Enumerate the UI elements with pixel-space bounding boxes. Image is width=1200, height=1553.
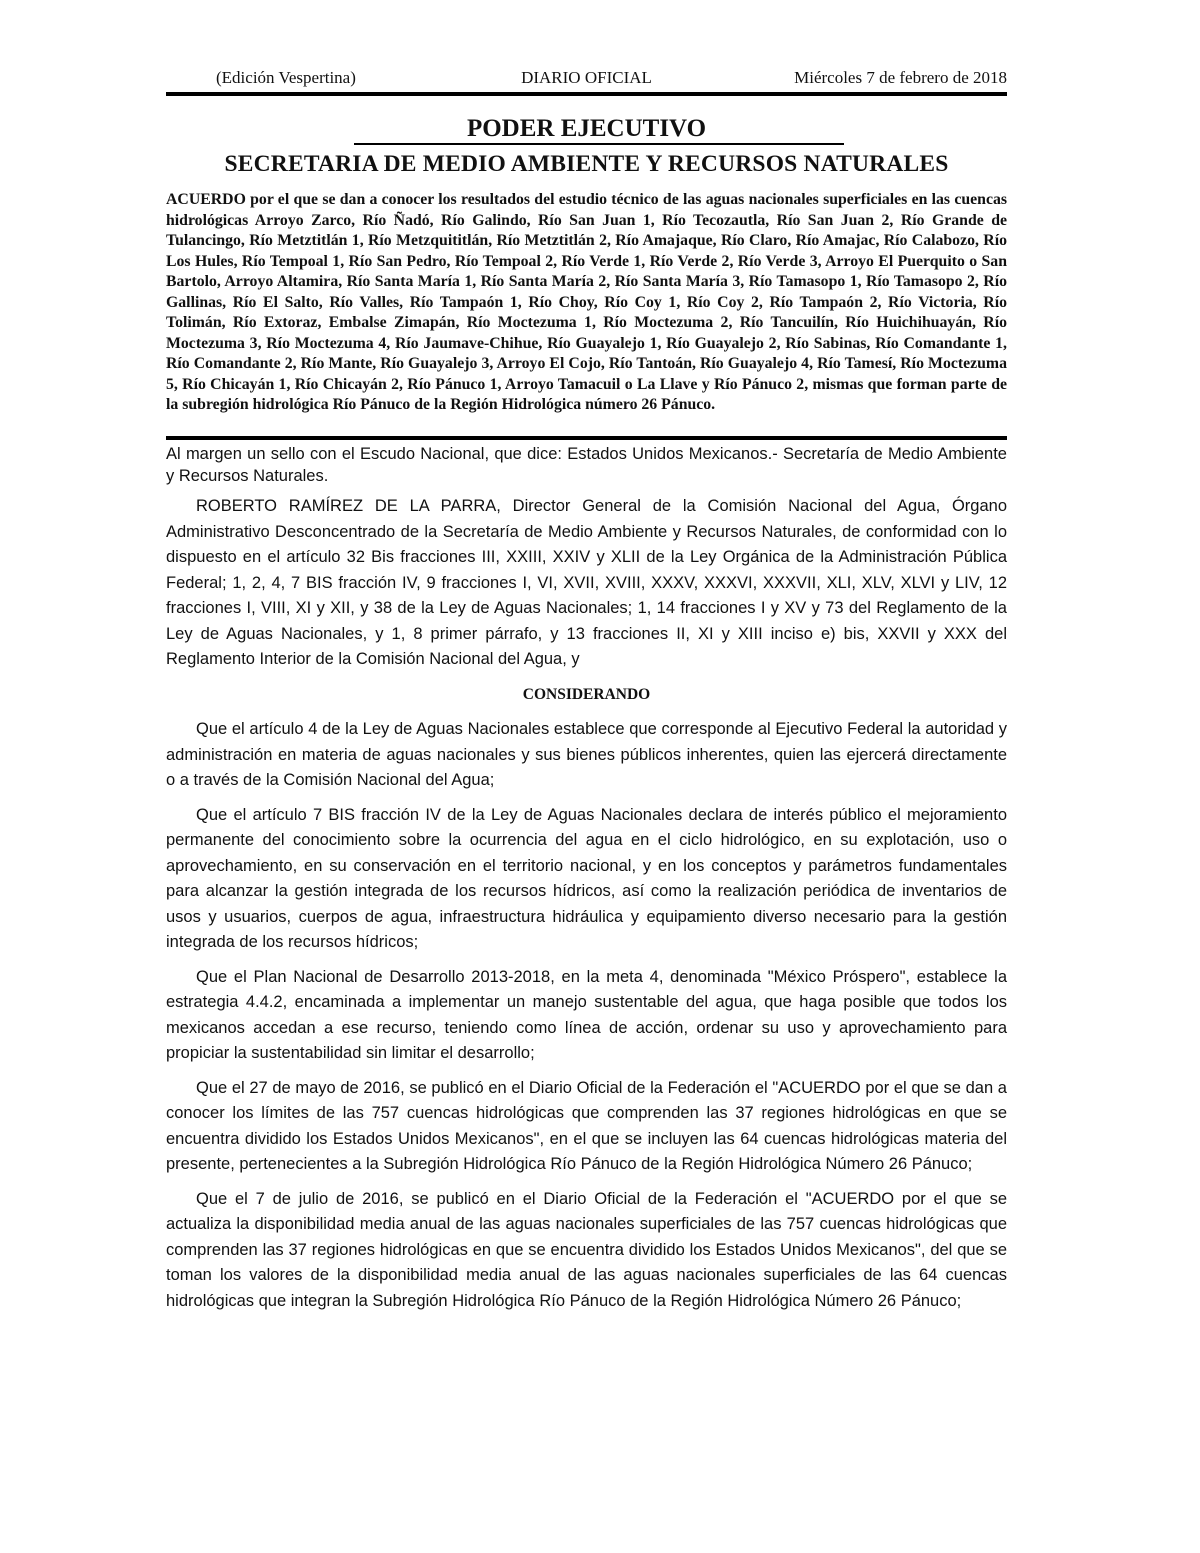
considerando-paragraph: Que el Plan Nacional de Desarrollo 2013-2018, en la meta 4, denominada "México Próspero", establece la estrategia 4.4.2, encaminada a implementar un manejo sustentable del agua, que haga posible que todos los mexicanos accedan a ese recurso, teniendo como línea de acción, ordenar su uso y aprovechamiento para propiciar la sustentabilidad sin limitar el desarrollo;: [166, 967, 1007, 1062]
seal-paragraph: Al margen un sello con el Escudo Nacional, que dice: Estados Unidos Mexicanos.- Secretaría de Medio Ambiente y Recursos Naturales.: [166, 445, 1007, 485]
section-title: PODER EJECUTIVO: [466, 115, 707, 142]
document-body: [166, 443, 1007, 1323]
considerando-paragraph: Que el 7 de julio de 2016, se publicó en el Diario Oficial de la Federación el "ACUERDO por el que se actualiza la disponibilidad media anual de las aguas nacionales superficiales de las 757 cuencas hidrológicas que comprenden las 37 regiones hidrológicas en que se encuentra dividido los Estados Unidos Mexicanos", del que se toman los valores de la disponibilidad media anual de las aguas nacionales superficiales de las 64 cuencas hidrológicas que integran la Subregión Hidrológica Río Pánuco de la Región Hidrológica Número 26 Pánuco;: [166, 1189, 1007, 1310]
intro-paragraph: ROBERTO RAMÍREZ DE LA PARRA, Director General de la Comisión Nacional del Agua, Órgano Administrativo Desconcentrado de la Secretaría de Medio Ambiente y Recursos Naturales, de conformidad con lo dispuesto en el artículo 32 Bis fracciones III, XXIII, XXIV y XLII de la Ley Orgánica de la Administración Pública Federal; 1, 2, 4, 7 BIS fracción IV, 9 fracciones I, VI, XVII, XVIII, XXXV, XXXVI, XXXVII, XLI, XLV, XLVI y LIV, 12 fracciones I, VIII, XI y XII, y 38 de la Ley de Aguas Nacionales; 1, 14 fracciones I y XV y 73 del Reglamento de la Ley de Aguas Nacionales, y 1, 8 primer párrafo, y 13 fracciones II, XI y XIII inciso e) bis, XXVII y XXX del Reglamento Interior de la Comisión Nacional del Agua, y: [166, 497, 1007, 668]
considerando-paragraph: Que el artículo 4 de la Ley de Aguas Nacionales establece que corresponde al Ejecutivo Federal la autoridad y administración en materia de aguas nacionales y sus bienes públicos inherentes, quien las ejercerá directamente o a través de la Comisión Nacional del Agua;: [166, 720, 1007, 789]
publication-name: DIARIO OFICIAL: [521, 68, 652, 87]
header-rule: [166, 92, 1007, 96]
considerando-paragraph: Que el 27 de mayo de 2016, se publicó en el Diario Oficial de la Federación el "ACUERDO por el que se dan a conocer los límites de las 757 cuencas hidrológicas que comprenden las 37 regiones hidrológicas en que se encuentra dividido los Estados Unidos Mexicanos", en el que se incluyen las 64 cuencas hidrológicas materia del presente, pertenecientes a la Subregión Hidrológica Río Pánuco de la Región Hidrológica Número 26 Pánuco;: [166, 1078, 1007, 1173]
ministry-title: SECRETARIA DE MEDIO AMBIENTE Y RECURSOS NATURALES: [224, 151, 949, 177]
edition-label: (Edición Vespertina): [216, 68, 356, 87]
section-title-underline: [354, 143, 844, 145]
considerando-heading: CONSIDERANDO: [522, 685, 651, 703]
acuerdo-rule: [166, 436, 1007, 440]
page-header: [166, 68, 1007, 92]
publication-date: Miércoles 7 de febrero de 2018: [794, 68, 1007, 87]
acuerdo-title: ACUERDO por el que se dan a conocer los resultados del estudio técnico de las aguas nacionales superficiales en las cuencas hidrológicas Arroyo Zarco, Río Ñadó, Río Galindo, Río San Juan 1, Río Tecozautla, Río San Juan 2, Río Grande de Tulancingo, Río Metztitlán 1, Río Metzquititlán, Río Metztitlán 2, Río Amajaque, Río Claro, Río Amajac, Río Calabozo, Río Los Hules, Río Tempoal 1, Río San Pedro, Río Tempoal 2, Río Verde 1, Río Verde 2, Río Verde 3, Arroyo El Puerquito o San Bartolo, Arroyo Altamira, Río Santa María 1, Río Santa María 2, Río Santa María 3, Río Tamasopo 1, Río Tamasopo 2, Río Gallinas, Río El Salto, Río Valles, Río Tampaón 1, Río Choy, Río Coy 1, Río Coy 2, Río Tampaón 2, Río Victoria, Río Tolimán, Río Extoraz, Embalse Zimapán, Río Moctezuma 1, Río Moctezuma 2, Río Tancuilín, Río Huichihuayán, Río Moctezuma 3, Río Moctezuma 4, Río Jaumave-Chihue, Río Guayalejo 1, Río Guayalejo 2, Río Sabinas, Río Comandante 1, Río Comandante 2, Río Mante, Río Guayalejo 3, Arroyo El Cojo, Río Tantoán, Río Guayalejo 4, Río Tamesí, Río Moctezuma 5, Río Chicayán 1, Río Chicayán 2, Río Pánuco 1, Arroyo Tamacuil o La Llave y Río Pánuco 2, mismas que forman parte de la subregión hidrológica Río Pánuco de la Región Hidrológica número 26 Pánuco.: [166, 191, 1007, 413]
considerando-paragraph: Que el artículo 7 BIS fracción IV de la Ley de Aguas Nacionales declara de interés público el mejoramiento permanente del conocimiento sobre la ocurrencia del agua en el ciclo hidrológico, en su explotación, uso o aprovechamiento, en su conservación en el territorio nacional, y en los conceptos y parámetros fundamentales para alcanzar la gestión integrada de los recursos hídricos, así como la realización periódica de inventarios de usos y usuarios, cuerpos de agua, infraestructura hidráulica y equipamiento diverso necesario para la gestión integrada de los recursos hídricos;: [166, 805, 1007, 951]
